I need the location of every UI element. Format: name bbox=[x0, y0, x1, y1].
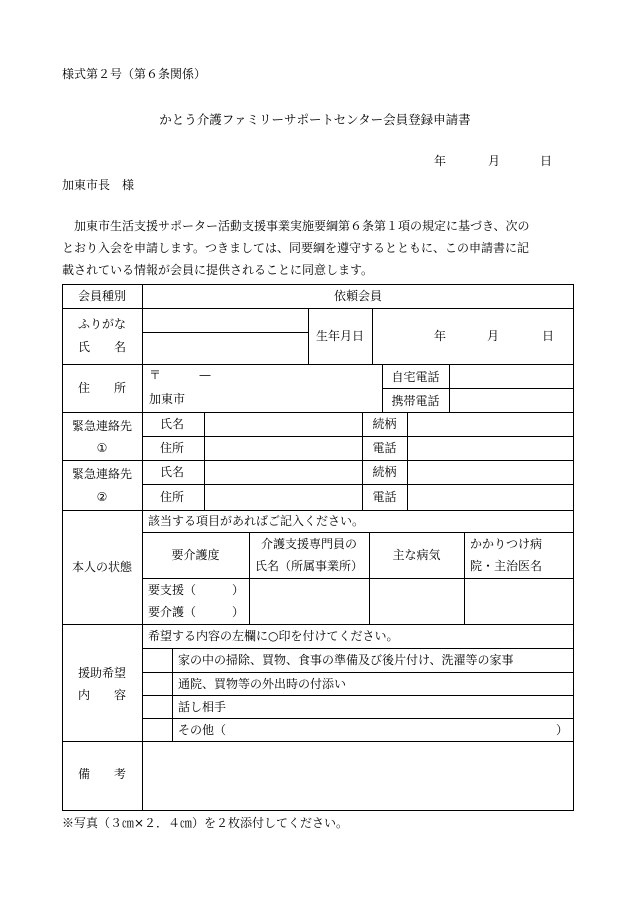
row-line bbox=[142, 672, 574, 673]
furigana-label: ふりがな bbox=[77, 317, 126, 331]
addressee: 加東市長 様 bbox=[62, 178, 135, 192]
form-number: 様式第２号（第６条関係） bbox=[62, 67, 207, 81]
emergency-contact-1-number: ① bbox=[96, 441, 108, 455]
member-type-label: 会員種別 bbox=[77, 289, 126, 303]
photo-footnote: ※写真（３㎝×２．４㎝）を２枚添付してください。 bbox=[62, 816, 349, 830]
assistance-label-line-1: 援助希望 bbox=[77, 666, 126, 680]
row-line bbox=[62, 510, 574, 511]
name-field[interactable] bbox=[143, 333, 308, 364]
postal-dash: — bbox=[199, 368, 211, 382]
em2-phone-label: 電話 bbox=[372, 490, 397, 504]
assist-item-other: その他（ bbox=[178, 723, 227, 737]
main-disease-field[interactable] bbox=[370, 579, 464, 624]
support-need-field[interactable]: 要支援（ ） bbox=[148, 583, 245, 597]
care-need-level-label: 要介護度 bbox=[171, 548, 220, 562]
postal-mark: 〒 bbox=[149, 368, 162, 382]
table-border-bottom bbox=[62, 810, 574, 811]
em1-relation-label: 続柄 bbox=[372, 417, 397, 431]
assist-item-outing: 通院、買物等の外出時の付添い bbox=[178, 677, 347, 691]
em1-address-field[interactable] bbox=[205, 437, 362, 460]
member-type-value: 依頼会員 bbox=[333, 289, 382, 303]
city-name: 加東市 bbox=[149, 392, 186, 406]
em1-name-field[interactable] bbox=[205, 413, 362, 436]
assist-other-close-paren: ） bbox=[556, 723, 569, 737]
row-line bbox=[62, 624, 574, 625]
em2-name-field[interactable] bbox=[205, 461, 362, 484]
em1-relation-field[interactable] bbox=[408, 413, 573, 436]
row-line bbox=[142, 532, 574, 533]
doctor-field[interactable] bbox=[465, 579, 573, 624]
mobile-phone-field[interactable] bbox=[450, 389, 573, 412]
em1-phone-label: 電話 bbox=[372, 441, 397, 455]
home-phone-label: 自宅電話 bbox=[391, 370, 440, 384]
assist-check-cell-housework[interactable] bbox=[143, 649, 172, 672]
emergency-contact-2-label: 緊急連絡先 bbox=[71, 467, 132, 481]
status-note: 該当する項目があればご記入ください。 bbox=[148, 514, 365, 528]
assist-item-conversation: 話し相手 bbox=[178, 700, 227, 714]
assist-check-cell-outing[interactable] bbox=[143, 673, 172, 695]
date-day-label: 日 bbox=[540, 154, 553, 168]
intro-line-3: 載されている情報が会員に提供されることに同意します。 bbox=[62, 263, 374, 277]
name-label: 氏 名 bbox=[77, 340, 126, 354]
row-line bbox=[142, 695, 574, 696]
address-label: 住 所 bbox=[77, 381, 126, 395]
care-manager-field[interactable] bbox=[250, 579, 369, 624]
assist-check-cell-conversation[interactable] bbox=[143, 696, 172, 718]
row-line bbox=[142, 648, 574, 649]
date-month-label: 月 bbox=[488, 154, 501, 168]
application-form-table bbox=[62, 284, 574, 811]
furigana-field[interactable] bbox=[143, 309, 308, 332]
assist-check-cell-other[interactable] bbox=[143, 719, 172, 741]
intro-line-2: とおり入会を申請します。つきましては、同要綱を遵守するとともに、この申請書に記 bbox=[62, 241, 530, 255]
table-border-top bbox=[62, 284, 574, 285]
em2-address-label: 住所 bbox=[160, 490, 185, 504]
page-title: かとう介護ファミリーサポートセンター会員登録申請書 bbox=[159, 112, 471, 127]
row-line bbox=[142, 718, 574, 719]
doctor-label-line-2: 院・主治医名 bbox=[470, 559, 543, 573]
mobile-phone-label: 携帯電話 bbox=[391, 394, 440, 408]
birth-month-label: 月 bbox=[487, 329, 500, 343]
em1-name-label: 氏名 bbox=[160, 417, 185, 431]
birth-date-label: 生年月日 bbox=[315, 329, 364, 343]
col-line bbox=[372, 308, 373, 364]
col-line bbox=[172, 648, 173, 741]
assistance-note: 希望する内容の左欄に○印を付けてください。 bbox=[148, 629, 399, 643]
birth-year-label: 年 bbox=[434, 329, 447, 343]
doctor-label-line-1: かかりつけ病 bbox=[470, 537, 543, 551]
status-label: 本人の状態 bbox=[71, 560, 132, 574]
em2-phone-field[interactable] bbox=[408, 485, 573, 510]
em2-relation-label: 続柄 bbox=[372, 465, 397, 479]
em2-relation-field[interactable] bbox=[408, 461, 573, 484]
em2-name-label: 氏名 bbox=[160, 465, 185, 479]
care-manager-label-line-2: 氏名（所属事業所） bbox=[254, 559, 363, 573]
emergency-contact-1-label: 緊急連絡先 bbox=[71, 419, 132, 433]
em2-address-field[interactable] bbox=[205, 485, 362, 510]
intro-line-1: 加東市生活支援サポーター活動支援事業実施要綱第６条第１項の規定に基づき、次の bbox=[74, 219, 530, 233]
remarks-field[interactable] bbox=[143, 742, 573, 810]
date-year-label: 年 bbox=[434, 154, 447, 168]
home-phone-field[interactable] bbox=[450, 365, 573, 388]
address-field[interactable] bbox=[162, 366, 372, 410]
main-disease-label: 主な病気 bbox=[392, 548, 441, 562]
em1-address-label: 住所 bbox=[160, 441, 185, 455]
care-need-field[interactable]: 要介護（ ） bbox=[148, 605, 245, 619]
remarks-label: 備 考 bbox=[77, 767, 126, 781]
row-line bbox=[62, 308, 574, 309]
emergency-contact-2-number: ② bbox=[96, 490, 108, 504]
birth-day-label: 日 bbox=[542, 329, 555, 343]
em1-phone-field[interactable] bbox=[408, 437, 573, 460]
assistance-label-line-2: 内 容 bbox=[77, 688, 126, 702]
assist-item-housework: 家の中の掃除、買物、食事の準備及び後片付け、洗濯等の家事 bbox=[178, 653, 514, 667]
care-manager-label-line-1: 介護支援専門員の bbox=[260, 537, 357, 551]
